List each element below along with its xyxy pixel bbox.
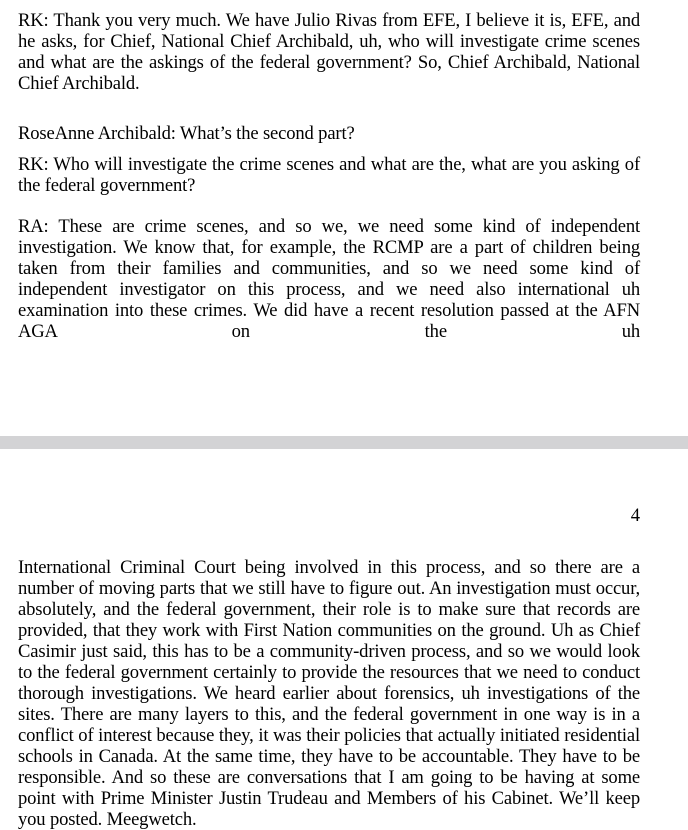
transcript-paragraph-ra-answer-start: RA: These are crime scenes, and so we, we need some kind of independent investigation. We know that, for example, the RCMP are a part of children being taken from their families and communities, and so we need some kind of independent investigator on this process, and we need also international uh examination into these crimes. We did have a recent resolution passed at the AFN AGA on the uh <box>18 216 640 342</box>
page-number: 4 <box>630 505 640 526</box>
transcript-paragraph-rk-rephrase: RK: Who will investigate the crime scenes and what are the, what are you asking of the federal government? <box>18 154 640 196</box>
page-separator <box>0 436 688 449</box>
transcript-paragraph-ra-clarify: RoseAnne Archibald: What’s the second part? <box>18 123 355 144</box>
transcript-paragraph-rk-question: RK: Thank you very much. We have Julio Rivas from EFE, I believe it is, EFE, and he asks, for Chief, National Chief Archibald, uh, who will investigate crime scenes and what are the askings of the federal government? So, Chief Archibald, National Chief Archibald. <box>18 10 640 94</box>
transcript-paragraph-ra-answer-continued: International Criminal Court being involved in this process, and so there are a number of moving parts that we still have to figure out. An investigation must occur, absolutely, and the federal government, their role is to make sure that records are provided, that they work with First Nation communities on the ground. Uh as Chief Casimir just said, this has to be a community-driven process, and so we would look to the federal government certainly to provide the resources that we need to conduct thorough investigations. We heard earlier about forensics, uh investigations of the sites. There are many layers to this, and the federal government in one way is in a conflict of interest because they, it was their policies that actually initiated residential schools in Canada. At the same time, they have to be accountable. They have to be responsible. And so these are conversations that I am going to be having at some point with Prime Minister Justin Trudeau and Members of his Cabinet. We’ll keep you posted. Meegwetch. <box>18 557 640 830</box>
